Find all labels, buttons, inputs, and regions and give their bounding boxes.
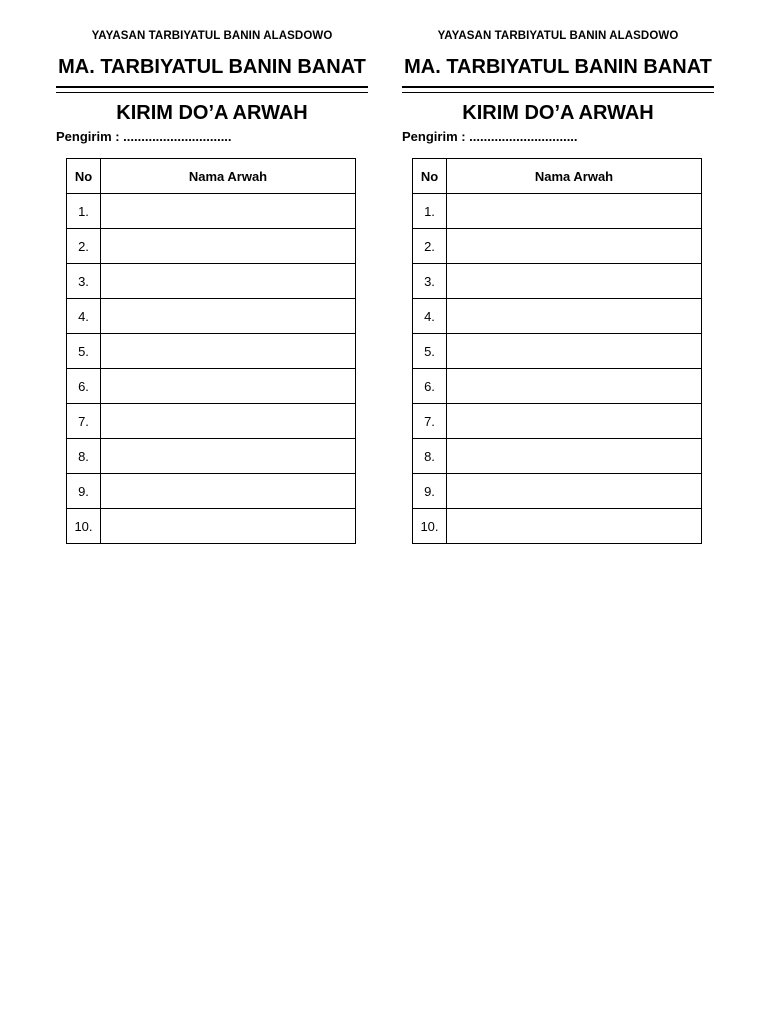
header-divider [402,86,714,93]
row-number: 10. [413,509,447,544]
column-header-no: No [67,159,101,194]
school-name: MA. TARBIYATUL BANIN BANAT [58,56,366,78]
row-number: 1. [413,194,447,229]
name-cell [447,404,702,439]
row-number: 4. [413,299,447,334]
names-table [66,158,356,544]
row-number: 9. [67,474,101,509]
table-row [67,264,356,299]
row-number: 3. [413,264,447,299]
name-cell [101,334,356,369]
column-header-name: Nama Arwah [101,159,356,194]
name-cell [447,334,702,369]
row-number: 8. [413,439,447,474]
table-header-row [67,159,356,194]
row-number: 7. [67,404,101,439]
table-row [67,334,356,369]
table-row [413,509,702,544]
table-row [413,264,702,299]
table-row [67,369,356,404]
row-number: 8. [67,439,101,474]
name-cell [447,264,702,299]
row-number: 6. [67,369,101,404]
sender-field: Pengirim : .............................. [56,129,232,144]
row-number: 7. [413,404,447,439]
table-row [67,229,356,264]
row-number: 3. [67,264,101,299]
name-cell [447,369,702,404]
name-cell [101,194,356,229]
name-cell [447,474,702,509]
school-name: MA. TARBIYATUL BANIN BANAT [404,56,712,78]
form-title: KIRIM DO’A ARWAH [462,102,654,124]
table-row [67,194,356,229]
table-row [67,404,356,439]
table-row [67,299,356,334]
foundation-name: YAYASAN TARBIYATUL BANIN ALASDOWO [437,30,679,42]
name-cell [447,509,702,544]
row-number: 5. [67,334,101,369]
name-cell [101,439,356,474]
name-cell [447,299,702,334]
table-header-row [413,159,702,194]
prayer-form-right [402,26,714,544]
name-cell [101,509,356,544]
table-row [413,369,702,404]
row-number: 2. [413,229,447,264]
name-cell [101,474,356,509]
name-cell [447,229,702,264]
table-row [413,299,702,334]
row-number: 5. [413,334,447,369]
row-number: 9. [413,474,447,509]
sender-field: Pengirim : .............................. [402,129,578,144]
name-cell [101,299,356,334]
table-row [413,404,702,439]
table-row [413,229,702,264]
table-row [413,334,702,369]
prayer-form-left [56,26,368,544]
names-table [412,158,702,544]
header-divider [56,86,368,93]
name-cell [101,264,356,299]
row-number: 4. [67,299,101,334]
table-row [67,439,356,474]
form-title: KIRIM DO’A ARWAH [116,102,308,124]
row-number: 6. [413,369,447,404]
name-cell [447,439,702,474]
name-cell [101,229,356,264]
name-cell [447,194,702,229]
row-number: 1. [67,194,101,229]
table-row [67,474,356,509]
row-number: 10. [67,509,101,544]
name-cell [101,404,356,439]
row-number: 2. [67,229,101,264]
name-cell [101,369,356,404]
table-row [413,439,702,474]
column-header-name: Nama Arwah [447,159,702,194]
foundation-name: YAYASAN TARBIYATUL BANIN ALASDOWO [91,30,333,42]
table-row [67,509,356,544]
table-row [413,474,702,509]
column-header-no: No [413,159,447,194]
table-row [413,194,702,229]
